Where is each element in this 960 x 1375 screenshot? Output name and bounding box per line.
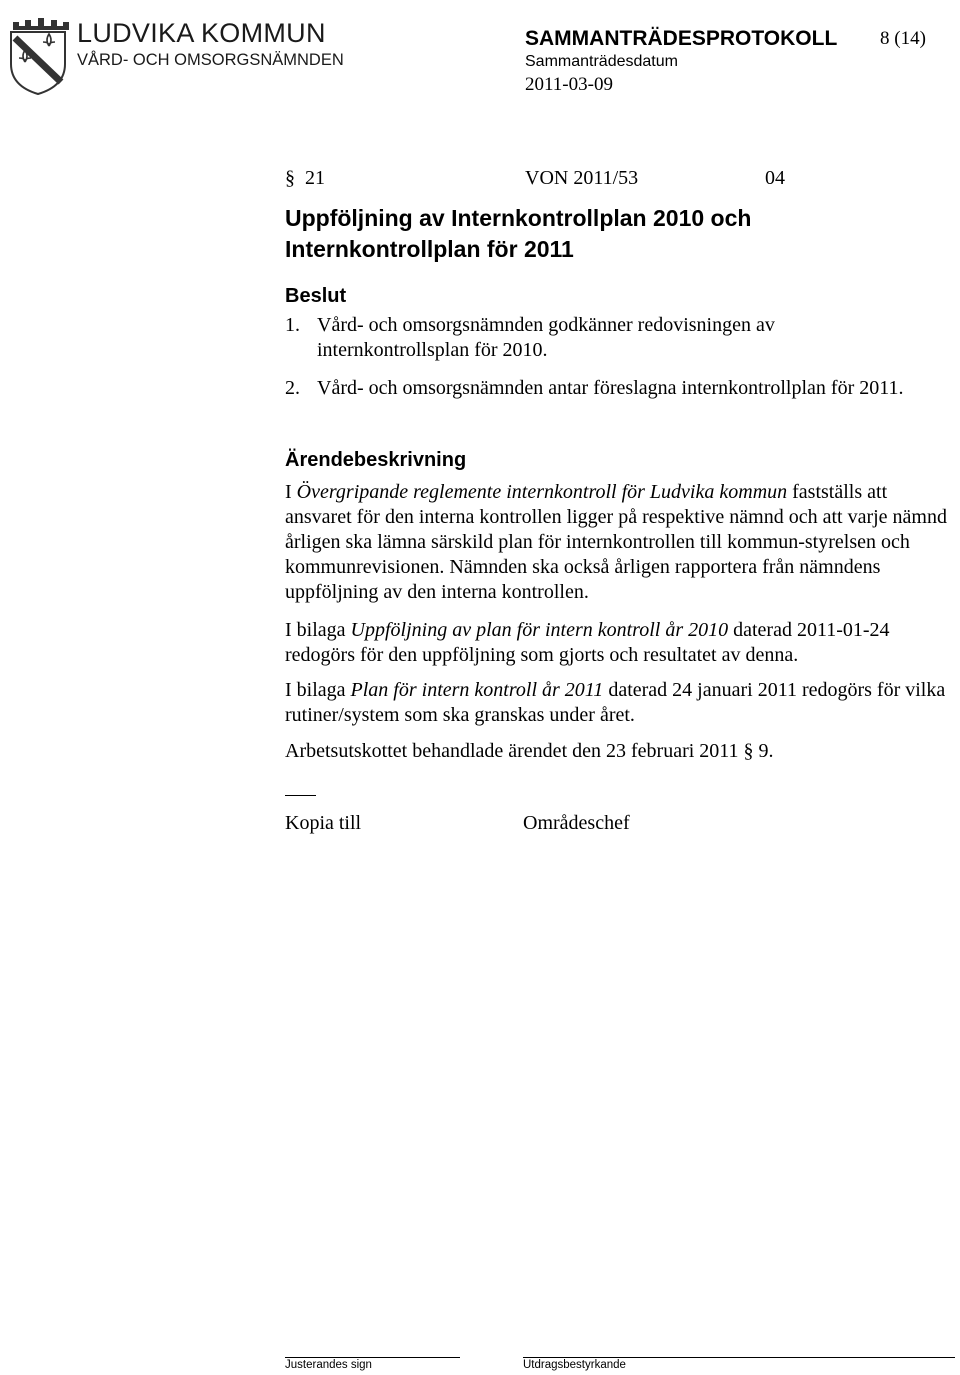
document-reference: Övergripande reglemente internkontroll för Ludvika kommun (296, 481, 788, 503)
copy-to-label: Kopia till (285, 812, 362, 834)
paragraph-text: daterad 2011-01-24 redogörs för den uppföljning som gjorts och resultatet av denna. (285, 619, 890, 666)
decision-item-number: 1. (285, 314, 300, 336)
extract-certification-label: Utdragsbestyrkande (523, 1359, 626, 1371)
meeting-date-label: Sammanträdesdatum (525, 53, 678, 70)
attachment-reference: Plan för intern kontroll år 2011 (350, 679, 604, 701)
meeting-date-value: 2011-03-09 (525, 74, 613, 95)
section-symbol: § (285, 167, 295, 189)
coat-of-arms-icon (5, 16, 71, 96)
paragraph-text: I (285, 481, 297, 503)
paragraph-text: daterad 24 januari 2011 redogörs för vilka rutiner/system som ska granskas under året. (285, 679, 946, 726)
paragraph-text: fastställs att ansvaret för den interna kontrollen ligger på respektive nämnd och att varje nämnd årligen ska lämna särskild plan för internkontrollen till kommun-styrelsen och kommunrevisionen. Nämnden ska också årligen rapportera från nämndens uppföljning av den interna kontrollen. (285, 481, 947, 603)
description-paragraph (285, 678, 955, 728)
separator-rule (285, 795, 316, 796)
paragraph-text: I bilaga (285, 619, 351, 641)
organization-name: LUDVIKA KOMMUN (77, 18, 326, 48)
copy-to-value: Områdeschef (523, 812, 630, 834)
department-name: VÅRD- OCH OMSORGSNÄMNDEN (77, 51, 344, 69)
case-description-heading: Ärendebeskrivning (285, 449, 467, 471)
decision-item (285, 376, 925, 401)
decision-item-text: Vård- och omsorgsnämnden godkänner redovisningen av internkontrollsplan för 2010. (317, 314, 775, 361)
adjuster-signature-label: Justerandes sign (285, 1359, 372, 1371)
case-code: 04 (765, 167, 785, 189)
attachment-reference: Uppföljning av plan för intern kontroll år 2010 (350, 619, 729, 641)
signature-line (523, 1357, 955, 1358)
description-paragraph: Arbetsutskottet behandlade ärendet den 23 februari 2011 § 9. (285, 740, 774, 762)
page-number: 8 (14) (880, 28, 926, 49)
paragraph-text: I bilaga (285, 679, 351, 701)
decision-item-number: 2. (285, 377, 300, 399)
case-title: Uppföljning av Internkontrollplan 2010 och Internkontrollplan för 2011 (285, 205, 752, 262)
document-type: SAMMANTRÄDESPROTOKOLL (525, 27, 838, 50)
paragraph-number: 21 (305, 167, 325, 189)
decision-item (285, 313, 925, 363)
description-paragraph (285, 480, 955, 605)
decision-item-text: Vård- och omsorgsnämnden antar föreslagna internkontrollplan för 2011. (317, 377, 904, 399)
description-paragraph (285, 618, 955, 668)
decision-heading: Beslut (285, 285, 347, 307)
signature-line (285, 1357, 460, 1358)
case-reference: VON 2011/53 (525, 167, 639, 189)
